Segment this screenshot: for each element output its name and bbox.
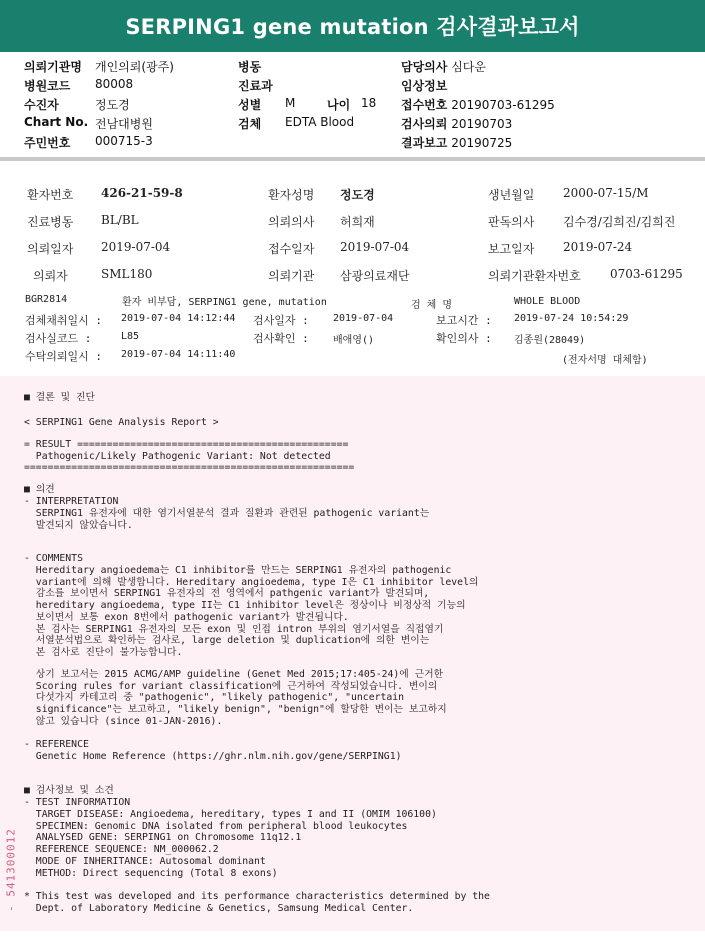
- meta-report: 2019-07-24 10:54:29: [514, 313, 629, 324]
- info-recv-date: 2019-07-04: [340, 240, 410, 254]
- header-hospital-name: 의뢰기관명: [24, 60, 82, 74]
- result-footer: ========================================================: [24, 462, 355, 473]
- meta-room-label: 검사실코드 :: [25, 332, 92, 345]
- info-inst-patient-no: 0703-61295: [610, 267, 683, 281]
- meta-received: 2019-07-04 14:11:40: [121, 349, 236, 360]
- header-chart-no: Chart No.: [24, 115, 89, 129]
- info-req-doctor-label: 의뢰의사: [268, 215, 315, 229]
- header-sex-label: 성별: [238, 98, 262, 112]
- info-req-date: 2019-07-04: [101, 240, 171, 254]
- meta-confirm: 배애영(): [333, 335, 375, 346]
- header-doctor: 담당의사 심다운: [401, 60, 486, 74]
- side-serial-number: - 541300012: [4, 828, 18, 912]
- header-chart-no-value: 전남대병원: [95, 117, 153, 131]
- testinfo-heading: - TEST INFORMATION: [24, 797, 131, 808]
- info-institution-label: 의뢰기관: [268, 269, 315, 283]
- info-requester: SML180: [101, 267, 153, 281]
- comments-heading: - COMMENTS: [24, 553, 83, 564]
- header-clinical-info: 임상정보: [401, 79, 448, 93]
- footer-note: * This test was developed and its performance characteristics determined by the Dept. of Laboratory Medicine & Genetics, Samsung Medical Center.: [24, 891, 490, 914]
- info-rep-date: 2019-07-24: [563, 240, 633, 254]
- meta-confirm-label: 검사확인 :: [253, 332, 309, 345]
- reference-heading: - REFERENCE: [24, 739, 89, 750]
- header-specimen-value: EDTA Blood: [285, 115, 355, 129]
- info-req-date-label: 의뢰일자: [27, 242, 74, 256]
- meta-received-label: 수탁의뢰일시 :: [25, 350, 103, 363]
- header-hospital-name-value: 개인의뢰(광주): [95, 60, 174, 74]
- guideline-body: 상기 보고서는 2015 ACMG/AMP guideline (Genet Med 2015;17:405-24)에 근거한 Scoring rules for variant classification에 근거하여 작성되었습니다. 변이의 다섯가지 카테고리 중 "pathogenic", "likely pathogenic", "uncertain significance"는 보고하고, "likely benign", "benign"에 할당한 변이는 보고하지 않고 있습니다 (since 01-JAN-2016).: [35, 669, 447, 727]
- header-divider: [0, 157, 705, 161]
- header-patient-value: 정도경: [95, 98, 130, 112]
- reference-body: Genetic Home Reference (https://ghr.nlm.nih.gov/gene/SERPING1): [24, 751, 402, 762]
- header-report-date: 결과보고 20190725: [401, 136, 513, 150]
- info-reading-doctor: 김수경/김희진/김희진: [563, 215, 676, 229]
- meta-doctor-label: 확인의사 :: [436, 332, 492, 345]
- info-inst-patient-no-label: 의뢰기관환자번호: [488, 269, 581, 283]
- header-resident-no: 주민번호: [24, 136, 71, 150]
- section-testinfo-title: ■ 검사정보 및 소견: [24, 785, 114, 796]
- meta-specimen-label: 검 체 명: [411, 300, 453, 311]
- meta-specimen: WHOLE BLOOD: [514, 296, 581, 307]
- meta-doctor: 김종원(28049): [514, 335, 586, 346]
- meta-collect-label: 검체채취일시 :: [25, 314, 103, 327]
- info-patient-name-label: 환자성명: [268, 188, 315, 202]
- meta-desc: 환자 비부담, SERPING1 gene, mutation: [122, 297, 327, 308]
- report-name: < SERPING1 Gene Analysis Report >: [24, 417, 219, 428]
- info-req-doctor: 허희재: [340, 215, 375, 229]
- info-rep-date-label: 보고일자: [488, 242, 535, 256]
- header-age-value: 18: [361, 96, 377, 110]
- result-text: Pathogenic/Likely Pathogenic Variant: Not detected: [24, 451, 331, 462]
- interpretation-heading: - INTERPRETATION: [24, 496, 119, 507]
- header-sex-value: M: [285, 96, 296, 110]
- info-reading-doctor-label: 판독의사: [488, 215, 535, 229]
- header-specimen-label: 검체: [238, 117, 262, 131]
- testinfo-body: TARGET DISEASE: Angioedema, hereditary, types I and II (OMIM 106100) SPECIMEN: Genomic DNA isolated from peripheral blood leukocytes ANALYSED GENE: SERPING1 on Chromosome 11q12.1 REFERENCE SEQUENCE: NM_000062.2 MODE OF INHERITANCE: Autosomal dominant METHOD: Direct sequencing (Total 8 exons): [35, 809, 437, 879]
- header-hospital-code-value: 80008: [95, 77, 134, 91]
- meta-exam: 2019-07-04: [333, 313, 394, 324]
- header-patient: 수진자: [24, 98, 59, 112]
- meta-exam-label: 검사일자 :: [253, 314, 309, 327]
- section-opinion-title: ■ 의견: [24, 484, 55, 495]
- header-dept: 진료과: [238, 79, 273, 93]
- header-accession: 접수번호 20190703-61295: [401, 98, 555, 112]
- info-recv-date-label: 접수일자: [268, 242, 315, 256]
- report-title: SERPING1 gene mutation 검사결과보고서: [0, 0, 705, 52]
- header-ward: 병동: [238, 60, 262, 74]
- info-requester-label: 의뢰자: [33, 269, 68, 283]
- info-birth: 2000-07-15/M: [563, 186, 649, 200]
- comments-body: Hereditary angioedema는 C1 inhibitor를 만드는 SERPING1 유전자의 pathogenic variant에 의해 발생합니다. Hereditary angioedema, type I은 C1 inhibitor level의 감소를 보이면서 SERPING1 유전자의 전 영역에서 pathgenic variant가 발견되며, hereditary angioedema, type II는 C1 inhibitor level은 정상이나 비정상적 기능의 보이면서 보통 exon 8번에서 pathogenic variant가 발견됩니다. 본 검사는 SERPING1 유전자의 모든 exon 및 인접 intron 부위의 염기서열을 직접염기 서열분석법으로 확인하는 검사로, large deletion 및 duplication에 의한 변이는 본 검사로 진단이 불가능합니다.: [35, 565, 479, 658]
- meta-report-label: 보고시간 :: [436, 314, 492, 327]
- header-resident-no-value: 000715-3: [95, 134, 153, 148]
- meta-room: L85: [121, 331, 140, 342]
- header-hospital-code: 병원코드: [24, 79, 71, 93]
- section-conclusion-title: ■ 결론 및 진단: [24, 392, 95, 403]
- info-patient-name: 정도경: [340, 188, 375, 202]
- meta-code: BGR2814: [25, 294, 68, 305]
- header-age-label: 나이: [327, 98, 351, 112]
- meta-esign: (전자서명 대체함): [562, 355, 648, 366]
- info-patient-no: 426-21-59-8: [101, 186, 183, 200]
- info-patient-no-label: 환자번호: [27, 188, 74, 202]
- info-ward-label: 진료병동: [27, 215, 74, 229]
- interpretation-body: SERPING1 유전자에 대한 염기서열분석 결과 질환과 관련된 pathogenic variant는 발견되지 않았습니다.: [35, 508, 430, 531]
- info-institution: 삼광의료재단: [340, 269, 410, 283]
- header-request-date: 검사의뢰 20190703: [401, 117, 513, 131]
- info-ward: BL/BL: [101, 213, 139, 227]
- result-header: = RESULT ==============================================: [24, 439, 349, 450]
- info-birth-label: 생년월일: [488, 188, 535, 202]
- meta-collect: 2019-07-04 14:12:44: [121, 313, 236, 324]
